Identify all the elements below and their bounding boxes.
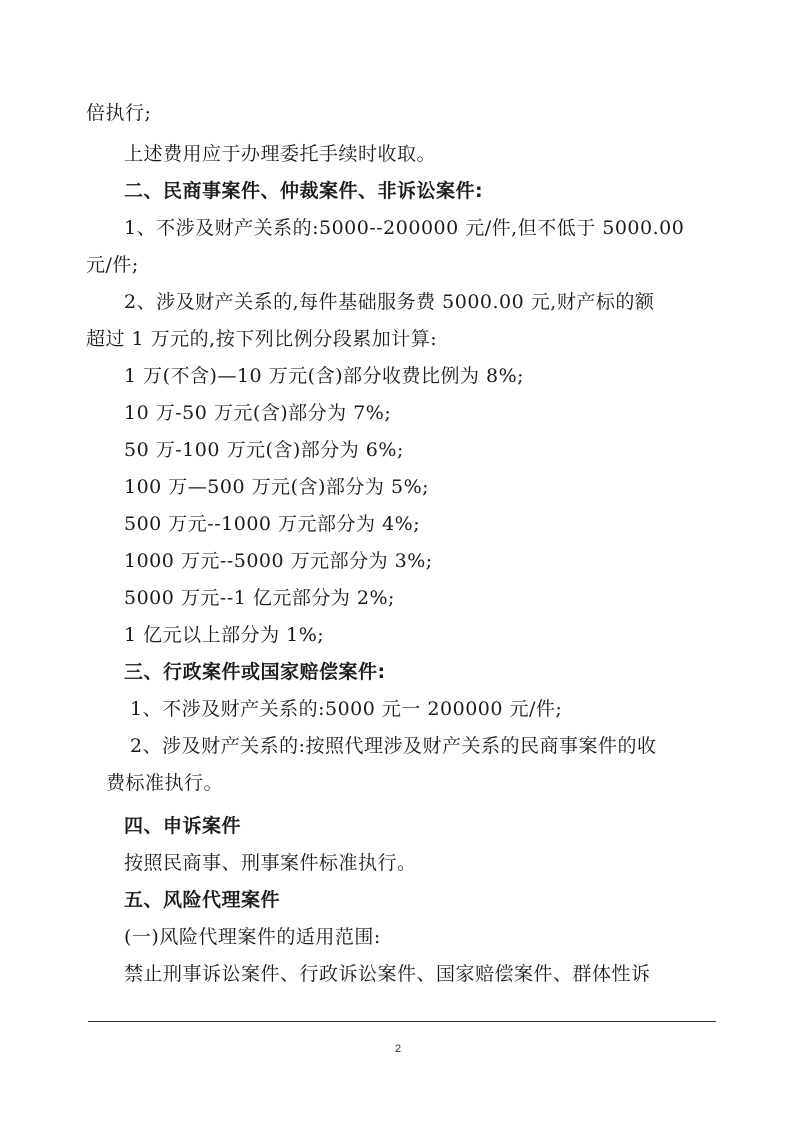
text-line: 100 万—500 万元(含)部分为 5%; xyxy=(124,476,430,498)
text-line: 2、涉及财产关系的,每件基础服务费 5000.00 元,财产标的额 xyxy=(124,291,655,313)
text-line: 禁止刑事诉讼案件、行政诉讼案件、国家赔偿案件、群体性诉 xyxy=(124,963,651,985)
text-line: 超过 1 万元的,按下列比例分段累加计算: xyxy=(86,328,438,350)
text-line: 按照民商事、刑事案件标准执行。 xyxy=(124,852,417,874)
footer-divider xyxy=(88,1021,716,1022)
text-line: 上述费用应于办理委托手续时收取。 xyxy=(124,143,437,165)
text-line: 1000 万元--5000 万元部分为 3%; xyxy=(124,550,433,572)
section-heading: 五、风险代理案件 xyxy=(124,889,281,911)
text-line: 费标准执行。 xyxy=(106,772,224,794)
text-line: 元/件; xyxy=(86,254,139,276)
text-line: 1 亿元以上部分为 1%; xyxy=(124,624,325,646)
text-line: 5000 万元--1 亿元部分为 2%; xyxy=(124,587,395,609)
section-heading: 三、行政案件或国家赔偿案件: xyxy=(124,661,386,683)
text-line: 倍执行; xyxy=(86,102,152,124)
text-line: 1 万(不含)—10 万元(含)部分收费比例为 8%; xyxy=(124,365,525,387)
text-line: 2、涉及财产关系的:按照代理涉及财产关系的民商事案件的收 xyxy=(130,735,657,757)
section-heading: 四、申诉案件 xyxy=(124,815,242,837)
text-line: 1、不涉及财产关系的:5000--200000 元/件,但不低于 5000.00 xyxy=(124,217,685,239)
page-number: 2 xyxy=(394,1043,402,1055)
text-line: 50 万-100 万元(含)部分为 6%; xyxy=(124,439,404,461)
text-line: 10 万-50 万元(含)部分为 7%; xyxy=(124,402,392,424)
section-heading: 二、民商事案件、仲裁案件、非诉讼案件: xyxy=(124,180,484,202)
text-line: 1、不涉及财产关系的:5000 元一 200000 元/件; xyxy=(130,698,563,720)
text-line: 500 万元--1000 万元部分为 4%; xyxy=(124,513,421,535)
text-line: (一)风险代理案件的适用范围: xyxy=(124,926,381,948)
